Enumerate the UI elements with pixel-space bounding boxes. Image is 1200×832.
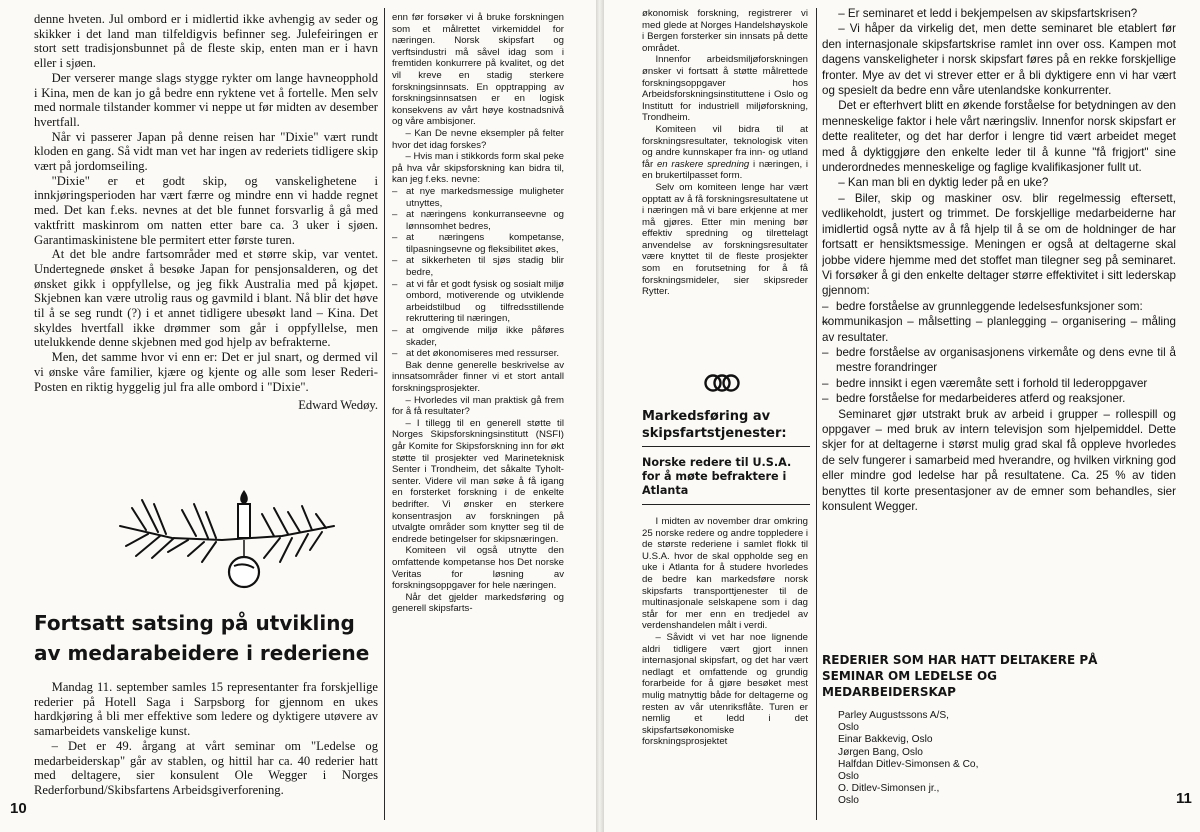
interview-question: – Kan man bli en dyktig leder på en uke? [838,176,1049,190]
list-item: – at omgivende miljø ikke påføres skader, [392,325,564,348]
list-item: Oslo [838,722,859,734]
right-column-1-bottom [642,516,808,816]
interview-answer: – Vi håper da virkelig det, men dette seminaret ble etablert før den internasjonale skipsfartskrise ramlet inn over oss. Kampen mot dagens vanskeligheter i norsk skipsfart føres på en rekke forskjellige fronter. Mye av det vi strever etter er å bli dyktigere enn vi har vært og spesielt da bedre enn våre utenlandske konkurrenter. [822,22,1176,98]
text-run: i næringen, i en brukertilpasset form. [642,158,808,182]
paragraph: Det er efterhvert blitt en økende forståelse for betydningen av den menneskelige faktor i hele vårt næringsliv. Innenfor norsk skipsfart er dette realiteter, og det har derfor i lengre tid vært arbeidet meget med å dyktiggjøre den enkelte leder til å kunne "få frigjort" sine underordnedes menneskelige og faglige kvalifikasjoner fullt ut. [822,99,1176,175]
research-areas-list [392,186,564,360]
paragraph: "Dixie" er et godt skip, og vanskelighetene i innkjøringsperioden har vært færre og mindre enn vi hadde regnet med. Det kan f.eks. nevnes at det ble funnet forsvarlig å gå med vaktfritt maskinrom om natten etter bare ca. 3 uker i sjøen. Garantimaskinistene ble permitert etter første turen. [34,173,378,247]
interview-answer: – Hvis man i stikkords form skal peke på hva vår skipsforskning kan bidra til, kan jeg f.eks. nevne: [392,151,564,186]
list-item: Oslo [838,771,859,783]
paragraph: Der verserer mange slags stygge rykter om lange havneopphold i Kina, men de kan jo gå bedre enn ryktene vet å fortelle. Men selv med normale tilstander kommer vi neppe ut før midten av desember hvertfall. [34,70,378,129]
author-signature: Edward Wedøy. [298,398,378,413]
subtitle-divider [642,504,810,505]
text-run: Komiteen vil bidra til at forskningsresultater, teknologisk viten og andre kunnskaper fra inn- og utland får [642,123,808,170]
list-item: – bedre forståelse for medarbeideres atferd og reaksjoner. [822,391,1176,406]
interview-answer: – Biler, skip og maskiner osv. blir regelmessig eftersett, vedlikeholdt, justert og trimmet. De forskjellige medarbeiderne har imidlertid også nytte av å få hjelp til å se om de holdninger de har fortsatt er hensiktsmessige. Meningen er også at deltagerne skal jobbe videre hjemme med det stoffet man tilegner seg på seminaret. Vi forsøker å gi den enkelte deltager større effektivitet i sitt lederskap gjennom: [822,191,1176,298]
list-item: – bedre forståelse av grunnleggende ledelsesfunksjoner som: [822,299,1176,314]
paragraph: – Såvidt vi vet har noe lignende aldri tidligere vært gjort innen internasjonal skipsfart, og det har vært nedlagt et omfattende og grundig forarbeide for å gjøre besøket mest mulig matnyttig både for deltagerne og resten av vår utenriksflåte. Turen er nemlig et ledd i det skipsfartsøkonomiske forskningsprosjektet [642,631,808,748]
section-subtitle: Norske redere til U.S.A. for å møte befraktere i Atlanta [642,456,792,497]
interview-question: – Hvorledes vil man praktisk gå frem for å få resultater? [392,394,564,418]
column-rule [816,8,817,820]
list-item: Halfdan Ditlev-Simonsen & Co, [838,758,979,770]
list-item: – bedre innsikt i egen væremåte sett i forhold til lederoppgaver [822,376,1176,391]
interview-question: – Kan De nevne eksempler på felter hvor det idag forskes? [392,127,564,151]
interview-answer: – I tillegg til en generell støtte til Norges Skipsforskningsinstitutt (NSFI) går Komite for Skipsforskning inn for økt støtte til prosjekter ved Marineteknisk Senter i Trondheim, det såkalte Tyholt-senter. Videre vil man søke å få igang en forsterket forskning i de enkelte bedrifter. Vi ønsker en sterkere konsentrasjon av forskningen på utvalgte områder som knytter seg til de endrede betingelser for skipsnæringen. [392,417,564,545]
list-item: – kommunikasjon – målsetting – planlegging – organisering – måling av resultater. [822,314,1176,345]
section-divider [642,446,810,447]
paragraph: denne hveten. Jul ombord er i midlertid ikke avhengig av seder og skikker i det land man tilfeldigvis befinner seg. Julefeiringen er stort sett tradisjonsbunnet på de fleste skip, enten man er i havn eller i sjøen. [34,12,378,71]
paragraph: økonomisk forskning, registrerer vi med glede at Norges Handelshøyskole i Bergen forsterker sin innsats på dette området. [642,8,808,54]
participants-box-title: REDERIER SOM HAR HATT DELTAKERE PÅ SEMINAR OM LEDELSE OG MEDARBEIDERSKAP [822,653,1098,699]
article-lead [34,680,378,828]
page-number: 11 [1176,790,1192,807]
participants-list [838,710,1078,828]
list-item: – at det økonomiseres med ressurser. [392,348,564,360]
page-number: 10 [10,800,27,817]
left-column-1 [34,12,378,482]
left-column-2 [392,12,564,824]
paragraph: Komiteen vil også utnytte den omfattende kompetanse hos Det norske Veritas for løsning av forskningsoppgaver for hele næringen. [392,545,564,592]
right-page [604,0,1200,832]
paragraph: Når det gjelder markedsføring og generell skipsfarts- [392,591,564,615]
paragraph: Seminaret gjør utstrakt bruk av arbeid i grupper – rollespill og oppgaver – med bruk av intern televisjon som hjelpemiddel. Dette skjer for at deltagerne i størst mulig grad skal få oppleve hvorledes de selv fungerer i samarbeid med hverandre, og hvilken virkning god eller mindre god ledelse har på resultatene. Ca. 25 % av tiden benyttes til korte presentasjoner av de emner som behandles, sier konsulent Wegger. [822,407,1176,513]
interview-question: – Er seminaret et ledd i bekjempelsen av skipsfartskrisen? [838,7,1138,20]
emphasis-text: en raskere spredning [656,158,750,170]
paragraph: enn før forsøker vi å bruke forskningen som et målrettet virkemiddel for næringen. Norsk skipsfart og verftsindustri må såvel idag som i fremtiden konkurrere på kvalitet, og det vil kreve en stadig sterkere forskningsinnsats. En opptrapping av forskningsinnsatsen er en logisk konsekvens av vårt høye kostnadsnivå og våre ambisjoner. [392,12,564,128]
paragraph: At det ble andre fartsområder med et større skip, var ventet. Undertegnede ønsket å besøke Japan for pensjonsalderen, og det ønsket gikk i oppfyllelse, og jeg fikk Australia med på kjøpet. Skjebnen kan være utrolig raus og gavmild i blant. Nå blir det høve til å se seg rundt (?) i et annet tidligere ubesøkt land – Kina. Det skyldes hvertfall ikke drømmer som går i oppfyllelse, men utelukkende denne skjebnen med god hjelp av befrakterne. [34,247,378,350]
list-item: – at vi får et godt fysisk og sosialt miljø ombord, motiverende og utviklende arbeidstilbud og tilfredsstillende rekruttering til næringen, [392,279,564,325]
paragraph: Bak denne generelle beskrivelse av innsatsområder finner vi et stort antall forskningsprosjekter. [392,359,564,394]
list-item: Jørgen Bang, Oslo [838,746,923,758]
list-item: – at nye markedsmessige muligheter utnyttes, [392,186,564,209]
paragraph: Mandag 11. september samles 15 representanter fra forskjellige rederier på Hotell Saga i Sarpsborg for gjennom en ukes hardkjøring å bli mer effektive som ledere og dyktigere utøvere av samarbeidets vanskelige kunst. [34,680,378,739]
right-column-2 [822,6,1176,648]
seminar-goals-list [822,299,1176,407]
article-headline: Fortsatt satsing på utvikling av medarabeidere i rederiene [34,611,370,665]
section-title: Markedsføring av skipsfartstjenester: [642,409,787,441]
book-gutter [596,0,604,832]
list-item: – at næringens konkurranseevne og lønnsomhet bedres, [392,209,564,232]
christmas-candle-ornament-icon [112,486,342,596]
list-item: Einar Bakkevig, Oslo [838,734,933,746]
paragraph [642,124,808,182]
list-item: O. Ditlev-Simonsen jr., [838,783,940,795]
left-page [0,0,596,832]
paragraph: I midten av november drar omkring 25 norske redere og andre toppledere i de største rederiene i samlet flokk til U.S.A. hvor de skal oppholde seg en uke i Atlanta for å studere hvorledes de bedre kan markedsføre norsk skipsfarts transporttjenester til de multinasjonale selskapene som i dag står for mer enn en tredjedel av verdenshandelen målt i verdi. [642,516,808,632]
paragraph: Selv om komiteen lenge har vært opptatt av å få forskningsresultatene ut i næringen må vi bare erkjenne at mer må gjøres. Etter min mening bør effektiv spredning og tilrettelagt anvendelse av forskningsresultater være knyttet til de fleste prosjekter som en forutsetning for å få forskningsmideler, sier skipsreder Rytter. [642,181,808,298]
right-column-1 [642,8,808,368]
list-item: Oslo [838,795,859,807]
three-rings-ornament-icon [702,372,742,394]
paragraph: Når vi passerer Japan på denne reisen har "Dixie" vært rundt kloden en gang. Så vidt man vet har ingen av rederiets tidligere skip vært på jordomseiling. [34,129,378,174]
paragraph: Men, det samme hvor vi enn er: Det er jul snart, og dermed vil vi ønske våre familier, kjære og kjente og alle som leser Rederi-Posten en riktig hyggelig jul fra alle ombord i "Dixie". [34,350,378,394]
list-item: Parley Augustssons A/S, [838,710,949,721]
paragraph: Innenfor arbeidsmiljøforskningen ønsker vi fortsatt å støtte målrettede forskningsoppgaver hos Arbeidsforskningsinstituttene i Oslo og Institutt for industriell miljøforskning, Trondheim. [642,54,808,124]
list-item: – bedre forståelse av organisasjonens virkemåte og dens evne til å mestre forandringer [822,345,1176,376]
list-item: – at sikkerheten til sjøs stadig blir bedre, [392,255,564,278]
paragraph: – Det er 49. årgang at vårt seminar om "Ledelse og medarbeiderskap" går av stablen, og hittil har ca. 40 rederier hatt med deltagere, sier konsulent Ole Wegger i Norges Rederforbund/Skibsfartens Arbeidsgiverforening. [34,738,378,797]
list-item: – at næringens kompetanse, tilpasningsevne og fleksibilitet økes, [392,232,564,255]
column-rule [384,8,385,820]
